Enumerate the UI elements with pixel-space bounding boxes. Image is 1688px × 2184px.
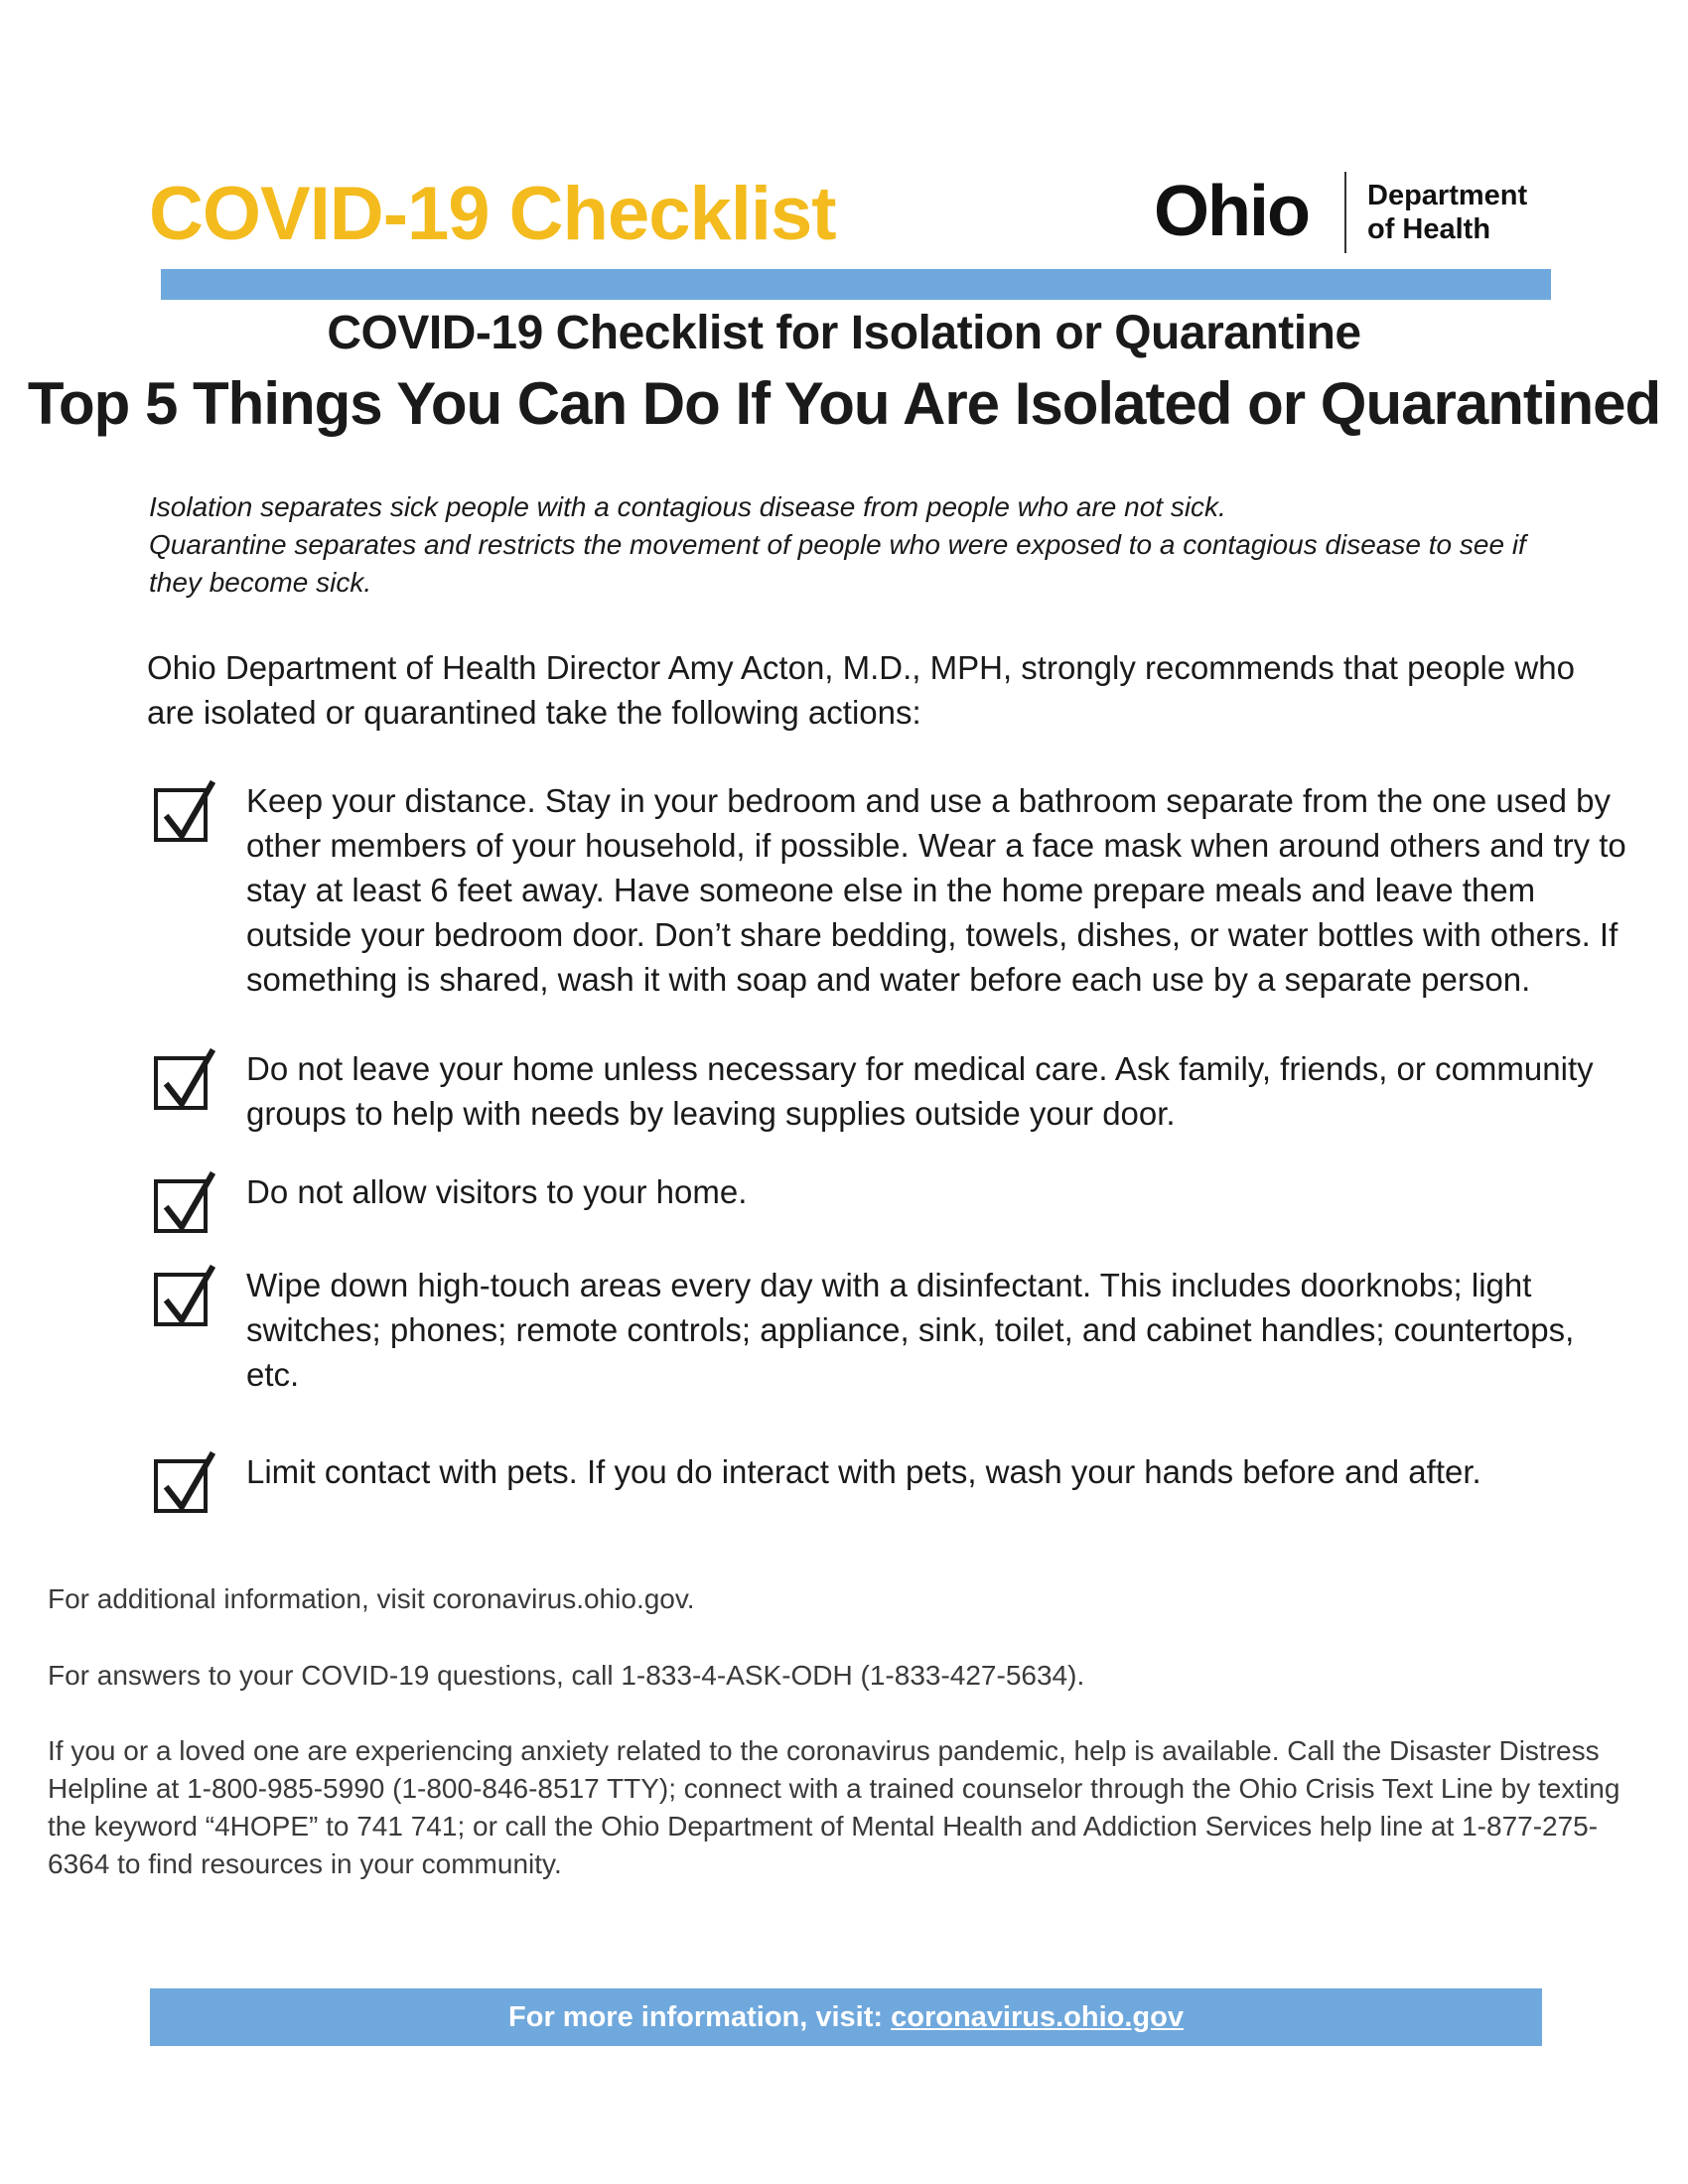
checkbox-checked-icon xyxy=(154,788,208,842)
footer-link[interactable]: coronavirus.ohio.gov xyxy=(891,2001,1184,2033)
quarantine-definition: Quarantine separates and restricts the movement of people who were exposed to a contagious disease to see if they become sick. xyxy=(149,529,1526,598)
checkbox-checked-icon xyxy=(154,1056,208,1110)
checklist-item-text: Keep your distance. Stay in your bedroom and use a bathroom separate from the one used by other members of your household, if possible. Wear a face mask when around others and try to stay at least 6 feet away. Have someone else in the home prepare meals and leave them outside your bedroom door. Don’t share bedding, towels, dishes, or water bottles with others. If something is shared, wash it with soap and water before each use by a separate person. xyxy=(246,782,1626,998)
intro-paragraph: Ohio Department of Health Director Amy Acton, M.D., MPH, strongly recommends that people who are isolated or quarantined take the following actions: xyxy=(147,649,1575,731)
checklist-item-text: Limit contact with pets. If you do interact with pets, wash your hands before and after. xyxy=(246,1453,1481,1490)
headline: Top 5 Things You Can Do If You Are Isolated or Quarantined xyxy=(27,370,1661,437)
footer-prefix: For more information, visit: xyxy=(508,2001,892,2033)
subtitle: COVID-19 Checklist for Isolation or Quarantine xyxy=(327,307,1361,359)
logo-divider xyxy=(1344,172,1346,253)
logo-wordmark: Ohio xyxy=(1154,172,1309,251)
checkbox-checked-icon xyxy=(154,1179,208,1233)
ohio-department-of-health-logo xyxy=(1154,167,1551,256)
checklist-item-text: Do not leave your home unless necessary for medical care. Ask family, friends, or community groups to help with needs by leaving supplies outside your door. xyxy=(246,1050,1594,1132)
checkbox-checked-icon xyxy=(154,1459,208,1513)
logo-department-text xyxy=(1367,179,1527,246)
checklist-item-text: Do not allow visitors to your home. xyxy=(246,1173,748,1210)
checklist-item-text: Wipe down high-touch areas every day with a disinfectant. This includes doorknobs; light switches; phones; remote controls; appliance, sink, toilet, and cabinet handles; countertops, etc. xyxy=(246,1267,1575,1393)
logo-dept-line-2: of Health xyxy=(1367,213,1491,245)
checkbox-checked-icon xyxy=(154,1273,208,1326)
additional-info-text: For additional information, visit coronavirus.ohio.gov. xyxy=(48,1583,695,1614)
header-divider-bar xyxy=(161,269,1551,300)
footer-bar xyxy=(150,1988,1542,2046)
logo-dept-line-1: Department xyxy=(1367,180,1528,211)
mental-health-info-text: If you or a loved one are experiencing anxiety related to the coronavirus pandemic, help is available. Call the Disaster Distress Helpline at 1-800-985-5990 (1-800-846-8517 TTY); connect with a trained counselor through the Ohio Crisis Text Line by texting the keyword “4HOPE” to 741 741; or call the Ohio Department of Mental Health and Addiction Services help line at 1-877-275-6364 to find resources in your community. xyxy=(48,1735,1620,1879)
page-title: COVID-19 Checklist xyxy=(149,172,836,256)
isolation-definition: Isolation separates sick people with a contagious disease from people who are not sick. xyxy=(149,491,1226,522)
hotline-info-text: For answers to your COVID-19 questions, call 1-833-4-ASK-ODH (1-833-427-5634). xyxy=(48,1660,1085,1691)
